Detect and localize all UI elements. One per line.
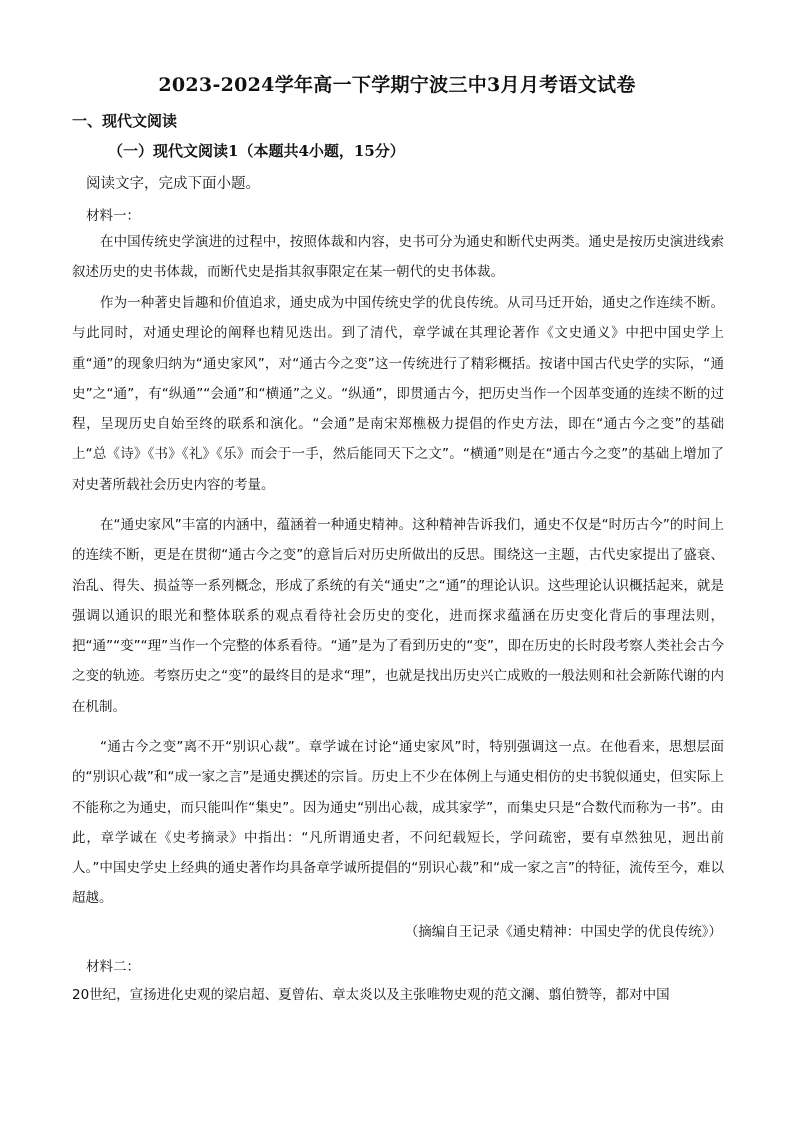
material-1-paragraph: “通古今之变”离不开“别识心裁”。章学诚在讨论“通史家风”时，特别强调这一点。在他看来，思想层面的“别识心裁”和“成一家之言”是通史撰述的宗旨。历史上不少在体例上与通史相仿的史书貌似通史，但实际上不能称之为通史，而只能叫作“集史”。因为通史“别出心裁，成其家学”，而集史只是“合数代而称为一书”。由此，章学诚在《史考摘录》中指出：“凡所谓通史者，不问纪载短长，学问疏密，要有卓然独见，迥出前人。”中国史学史上经典的通史著作均具备章学诚所提倡的“别识心裁”和“成一家之言”的特征，流传至今，难以超越。 (72, 739, 724, 907)
subsection-heading: （一）现代文阅读1（本题共4小题，15分） (108, 142, 405, 160)
material-1-source: （摘编自王记录《通史精神：中国史学的优良传统》） (404, 924, 722, 940)
page-title: 2023-2024学年高一下学期宁波三中3月月考语文试卷 (158, 74, 636, 96)
material-1-paragraph: 作为一种著史旨趣和价值追求，通史成为中国传统史学的优良传统。从司马迁开始，通史之作连续不断。与此同时，对通史理论的阐释也精见迭出。到了清代，章学诚在其理论著作《文史通义》中把中国史学上重“通”的现象归纳为“通史家风”，对“通古今之变”这一传统进行了精彩概括。按诸中国古代史学的实际，“通史”之“通”，有“纵通”“会通”和“横通”之义。“纵通”，即贯通古今，把历史当作一个因革变通的连续不断的过程，呈现历史自始至终的联系和演化。“会通”是南宋郑樵极力提倡的作史方法，即在“通古今之变”的基础上“总《诗》《书》《礼》《乐》而会于一手，然后能同天下之文”。“横通”则是在“通古今之变”的基础上增加了对史著所载社会历史内容的考量。 (72, 295, 724, 493)
material-2-paragraph: 20世纪，宣扬进化史观的梁启超、夏曾佑、章太炎以及主张唯物史观的范文澜、翦伯赞等，都对中国 (72, 987, 670, 1003)
material-1-paragraph: 在“通史家风”丰富的内涵中，蕴涵着一种通史精神。这种精神告诉我们，通史不仅是“时历古今”的时间上的连续不断，更是在贯彻“通古今之变”的意旨后对历史所做出的反思。围绕这一主题，古代史家提出了盛衰、治乱、得失、损益等一系列概念，形成了系统的有关“通史”之“通”的理论认识。这些理论认识概括起来，就是强调以通识的眼光和整体联系的观点看待社会历史的变化，进而探求蕴涵在历史变化背后的事理法则，把“通”“变”“理”当作一个完整的体系看待。“通”是为了看到历史的“变”，即在历史的长时段考察人类社会古今之变的轨迹。考察历史之“变”的最终目的是求“理”，也就是找出历史兴亡成败的一般法则和社会新陈代谢的内在机制。 (72, 517, 724, 715)
reading-instruction: 阅读文字，完成下面小题。 (86, 176, 260, 192)
material-1-paragraph: 在中国传统史学演进的过程中，按照体裁和内容，史书可分为通史和断代史两类。通史是按历史演进线索叙述历史的史书体裁，而断代史是指其叙事限定在某一朝代的史书体裁。 (72, 234, 724, 281)
material-2-label: 材料二： (86, 959, 140, 975)
material-1-label: 材料一： (86, 208, 140, 224)
section-heading: 一、现代文阅读 (72, 112, 178, 130)
